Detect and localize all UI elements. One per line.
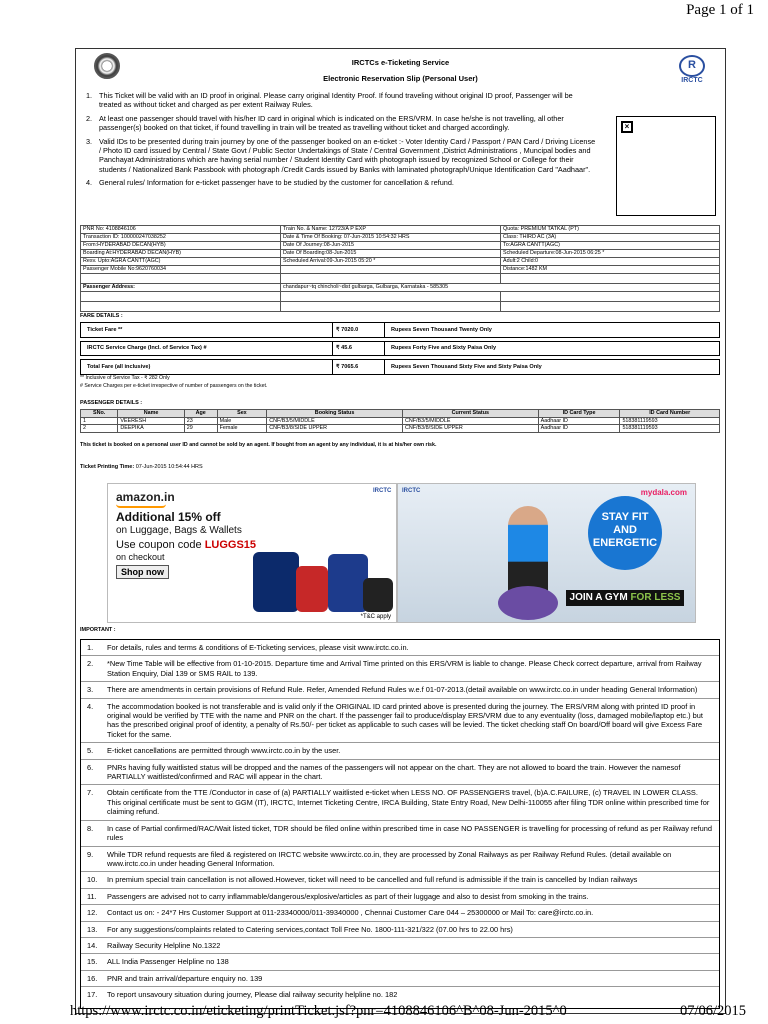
info-cell: Passenger Mobile No:9620760034 <box>81 266 281 274</box>
info-row <box>81 226 720 234</box>
instructions-list <box>86 91 596 188</box>
passenger-header-row <box>81 410 720 418</box>
important-label: IMPORTANT : <box>80 627 116 633</box>
passenger-cell: 29 <box>184 425 217 433</box>
instruction-item: 1. This Ticket will be valid with an ID proof in original. Please carry original Identity Proof. If found traveling without original ID proof, Passenger will be treated as without ticket and charged as per extent Railway Rules. <box>86 91 573 110</box>
info-cell: Scheduled Arrival:09-Jun-2015 05:20 * <box>281 258 501 266</box>
info-cell: Boarding At:HYDERABAD DECAN(HYB) <box>81 250 281 258</box>
important-item: 4. The accommodation booked is not transferable and is valid only if the ORIGINAL ID card printed above is presented during the journey. The ERS/VRM along with printed ID proof in original would be verified by TTE with the name and PNR on the chart. If the passenger fail to produce/display ERS/VRM due to any eventuality (loss, damaged mobile/laptop etc.) but has the prescribed original proof of identity, a penalty of Rs.50/- per ticket as applicable to such cases will be levied. The ticket checking staff On board/Off board will give Excess Fare Ticket for the same. <box>81 699 719 744</box>
ticket-sheet <box>75 48 726 1014</box>
passenger-row <box>81 417 720 425</box>
passenger-cell: CNF/B3/8/SIDE UPPER <box>402 425 538 433</box>
luggage-image <box>328 554 368 612</box>
column-header: SNo. <box>81 410 118 418</box>
important-item: 14. Railway Security Helpline No.1322 <box>81 938 719 954</box>
fare-row <box>81 360 720 375</box>
qr-marker-icon: × <box>621 121 633 133</box>
exercise-ball-image <box>498 586 558 620</box>
luggage-image <box>296 566 328 612</box>
fare-table <box>80 322 720 375</box>
info-cell: From:HYDERABAD DECAN(HYB) <box>81 242 281 250</box>
important-item: 3. There are amendments in certain provisions of Refund Rule. Refer, Amended Refund Rules w.e.f 01-07-2013.(detail available on www.irctc.co.in under heading General Information) <box>81 682 719 698</box>
address-row: Passenger Address: chandapur~tq chincholi~dist gulbarga, Gulbarga, Karnataka - 585305 <box>81 284 720 292</box>
column-header: Name <box>118 410 184 418</box>
info-cell: Resv. Upto:AGRA CANTT(AGC) <box>81 258 281 266</box>
important-item: 16. PNR and train arrival/departure enquiry no. 139 <box>81 971 719 987</box>
important-item: 10. In premium special train cancellation is not allowed.However, ticket will need to be cancelled and full refund is admissible if the train is cancelled by Indian railways <box>81 872 719 888</box>
column-header: Booking Status <box>267 410 403 418</box>
info-row <box>81 250 720 258</box>
instruction-item: 3. Valid IDs to be presented during train journey by one of the passenger booked on an e-ticket :- Voter Identity Card / Passport / PAN Card / Driving License / Photo ID card issued by Central / State Govt / Public Sector Undertakings of State / Central Government ,District Administrations , Muncipal bodies and Panchayat Administrations which are having serial number / Student Identity Card with photograph issued by recognized School or College for their students / Nationalized Bank Passbook with photograph /Credit Cards issued by Banks with laminated photograph/Unique Identification Card "Aadhaar". <box>86 136 596 174</box>
important-box <box>80 639 720 1009</box>
important-item: 1. For details, rules and terms & conditions of E-Ticketing services, please visit www.irctc.co.in. <box>81 640 719 656</box>
info-cell: To:AGRA CANTT(AGC) <box>501 242 720 250</box>
ad-banner[interactable] <box>107 483 696 623</box>
column-header: ID Card Type <box>538 410 620 418</box>
fare-row <box>81 341 720 356</box>
luggage-image <box>253 552 299 612</box>
fitness-person-image <box>508 506 548 598</box>
column-header: Current Status <box>402 410 538 418</box>
passenger-cell: CNF/B3/5/MIDDLE <box>402 417 538 425</box>
info-cell: Class: THIRD AC (3A) <box>501 234 720 242</box>
column-header: Age <box>184 410 217 418</box>
passenger-cell: 2 <box>81 425 118 433</box>
fare-row <box>81 323 720 338</box>
fare-label: IRCTC Service Charge (Incl. of Service Tax) # <box>81 341 333 356</box>
fitness-ad[interactable]: IRCTC mydala.com STAY FIT AND ENERGETIC JOIN A GYM FOR LESS <box>397 483 696 623</box>
passenger-cell: 23 <box>184 417 217 425</box>
info-row <box>81 234 720 242</box>
passenger-cell: Male <box>217 417 267 425</box>
info-cell: Scheduled Departure:08-Jun-2015 06:25 * <box>501 250 720 258</box>
passenger-cell: CNF/B3/5/MIDDLE <box>267 417 403 425</box>
important-list <box>81 640 719 1003</box>
qr-code-box <box>616 116 716 216</box>
shop-now-button[interactable]: Shop now <box>116 565 169 579</box>
important-item: 17. To report unsavoury situation during journey, Please dial railway security helpline no. 182 <box>87 990 398 1000</box>
amazon-logo: amazon.in <box>116 490 175 508</box>
page-date: 07/06/2015 <box>679 1003 746 1019</box>
passenger-cell: 518381119593 <box>620 417 720 425</box>
passenger-cell: 1 <box>81 417 118 425</box>
print-time: Ticket Printing Time: 07-Jun-2015 10:54:44 HRS <box>80 464 203 470</box>
fare-label: Total Fare (all inclusive) <box>81 360 333 375</box>
ticket-header <box>76 49 725 91</box>
column-header: ID Card Number <box>620 410 720 418</box>
instruction-item: 2. At least one passenger should travel with his/her ID card in original which is indicated on the ERS/VRM. In case he/she is not travelling, all other passenger(s) booked on that ticket, if found travelling in train will be treated as travelling without ticket and charged accordingly. <box>86 113 564 133</box>
fare-label: Ticket Fare ** <box>81 323 333 338</box>
passenger-cell: CNF/B3/8/SIDE UPPER <box>267 425 403 433</box>
page-number: Page 1 of 1 <box>686 2 754 18</box>
info-cell: Date Of Boarding:08-Jun-2015 <box>281 250 501 258</box>
agent-warning: This ticket is booked on a personal user ID and cannot be sold by an agent. If bought from an agent by any individual, it is at his/her own risk. <box>80 442 437 448</box>
important-item: 11. Passengers are advised not to carry inflammable/dangerous/explosive/articles as part of their luggage and also to desist from smoking in the trains. <box>81 889 719 905</box>
passenger-cell: Aadhaar ID <box>538 425 620 433</box>
fare-details-label: FARE DETAILS : <box>80 313 123 319</box>
fare-words: Rupees Seven Thousand Sixty Five and Sixty Paisa Only <box>385 360 720 375</box>
important-item: 5. E-ticket cancellations are permitted through www.irctc.co.in by the user. <box>81 743 719 759</box>
passenger-row <box>81 425 720 433</box>
important-item: 7. Obtain certificate from the TTE /Conductor in case of (a) PARTIALLY waitlisted e-ticket when LESS NO. OF PASSENGERS travel, (b)A.C.FAILURE, (c) TRAVEL IN LOWER CLASS. This original certificate must be sent to GGM (IT), IRCTC, Internet Ticketing Centre, IRCA Building, State Entry Road, New Delhi-110055 after filing TDR online within prescribed time for claiming refund. <box>81 785 719 820</box>
page-url: https://www.irctc.co.in/eticketing/printTicket.jsf?pnr=4108846106^B^08-Jun-2015^0 <box>70 1003 567 1019</box>
important-item: 13. For any suggestions/complaints related to Catering services,contact Toll Free No. 1800-111-321/322 (07.00 hrs to 22.00 hrs) <box>81 922 719 938</box>
important-item: 15. ALL India Passenger Helpline no 138 <box>81 954 719 970</box>
passenger-details-label: PASSENGER DETAILS : <box>80 400 143 406</box>
info-row <box>81 274 720 284</box>
fare-notes: ** Inclusive of Service Tax - ₹ 282 Only # Service Charges per e-ticket irrespective of number of passengers on the ticket. <box>80 375 268 389</box>
info-row <box>81 302 720 312</box>
info-cell: Date Of Journey:08-Jun-2015 <box>281 242 501 250</box>
passenger-cell: DEEPIKA <box>118 425 184 433</box>
info-cell: Adult:2 Child:0 <box>501 258 720 266</box>
join-gym-band: JOIN A GYM FOR LESS <box>566 590 684 606</box>
info-cell: Date & Time Of Booking: 07-Jun-2015 10:54:32 HRS <box>281 234 501 242</box>
info-row <box>81 258 720 266</box>
irctc-logo-icon: R IRCTC <box>677 55 707 91</box>
ticket-info-table <box>80 225 720 312</box>
info-cell <box>281 266 501 274</box>
amazon-ad[interactable]: amazon.in Additional 15% off on Luggage, Bags & Wallets Use coupon code LUGGS15 on checkout Shop now IRCTC *T&C apply <box>107 483 397 623</box>
column-header: Sex <box>217 410 267 418</box>
info-row <box>81 292 720 302</box>
fare-words: Rupees Forty Five and Sixty Paisa Only <box>385 341 720 356</box>
info-row <box>81 266 720 274</box>
passenger-cell: Female <box>217 425 267 433</box>
info-cell: Distance:1482 KM <box>501 266 720 274</box>
info-cell: Transaction ID: 100000247038252 <box>81 234 281 242</box>
passenger-table <box>80 409 720 433</box>
important-item: 9. While TDR refund requests are filed & registered on IRCTC website www.irctc.co.in, they are processed by Zonal Railways as per Railway Refund Rules. (detail available on www.irctc.co.in under heading General Information. <box>81 847 719 873</box>
passenger-cell: 518381119593 <box>620 425 720 433</box>
stay-fit-badge: STAY FIT AND ENERGETIC <box>588 496 662 570</box>
page-footer <box>70 1003 746 1020</box>
passenger-cell: VEERESH <box>118 417 184 425</box>
passenger-cell: Aadhaar ID <box>538 417 620 425</box>
fare-amount: ₹ 45.6 <box>333 341 385 356</box>
service-title: IRCTCs e-Ticketing Service <box>351 58 450 67</box>
info-cell: Train No. & Name: 12723/A P EXP <box>281 226 501 234</box>
fare-amount: ₹ 7020.0 <box>333 323 385 338</box>
fare-amount: ₹ 7065.6 <box>333 360 385 375</box>
luggage-image <box>363 578 393 612</box>
important-item: 8. In case of Partial confirmed/RAC/Wait listed ticket, TDR should be filed online within prescribed time in case NO PASSENGER is travelling for processing of refund as per Railway refund rules <box>81 821 719 847</box>
slip-title: Electronic Reservation Slip (Personal User) <box>323 74 478 83</box>
info-row <box>81 242 720 250</box>
instruction-item: 4. General rules/ Information for e-ticket passenger have to be studied by the customer for cancellation & refund. <box>86 178 454 188</box>
info-cell: Quota: PREMIUM TATKAL (PT) <box>501 226 720 234</box>
important-item: 2. *New Time Table will be effective from 01-10-2015. Departure time and Arrival Time printed on this ERS/VRM is liable to change. Please Check correct departure, arrival from Railway Station Enquiry, Dial 139 or SMS RAIL to 139. <box>81 656 719 682</box>
important-item: 12. Contact us on: - 24*7 Hrs Customer Support at 011-23340000/011-39340000 , Chennai Customer Care 044 – 25300000 or Mail To: care@irctc.co.in. <box>81 905 719 921</box>
info-cell: PNR No: 4108846106 <box>81 226 281 234</box>
important-item: 6. PNRs having fully waitlisted status will be dropped and the names of the passengers will not appear on the chart. They are not allowed to board the train. However the namesof PARTIALLY waitlisted/confirmed and RAC will appear in the chart. <box>81 760 719 786</box>
fare-words: Rupees Seven Thousand Twenty Only <box>385 323 720 338</box>
